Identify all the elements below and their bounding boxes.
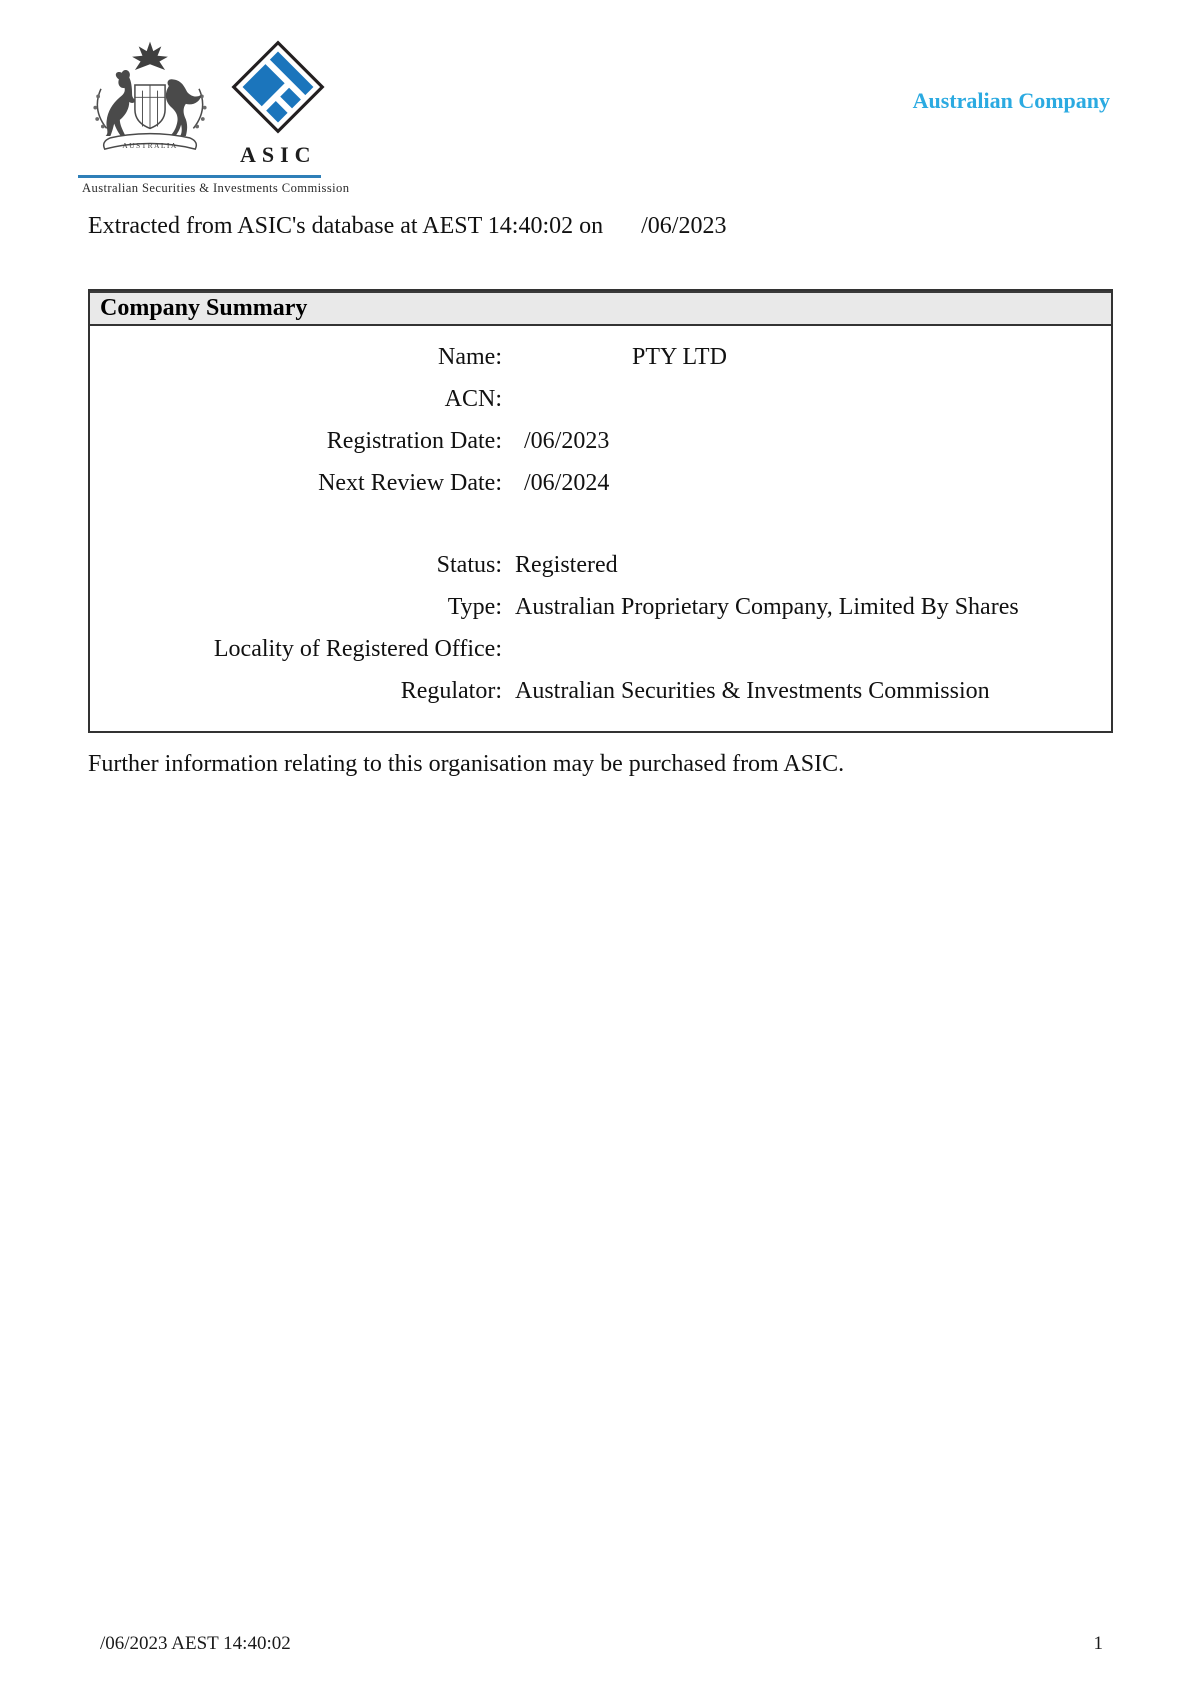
table-row-next-review-date (90, 462, 1111, 504)
row-label: Status: (436, 552, 502, 578)
row-value (502, 378, 515, 420)
coat-of-arms (84, 36, 216, 168)
table-body (90, 326, 1111, 731)
further-info-note: Further information relating to this organisation may be purchased from ASIC. (88, 751, 845, 777)
row-value: Australian Securities & Investments Commission (515, 678, 990, 704)
row-value: /06/2024 (524, 470, 610, 496)
table-row-acn (90, 378, 1111, 420)
row-label: Regulator: (400, 678, 502, 704)
row-value: Australian Proprietary Company, Limited By Shares (515, 594, 1019, 620)
footer-timestamp: /06/2023 AEST 14:40:02 (100, 1633, 291, 1654)
row-label: Registration Date: (326, 428, 502, 454)
table-row-blank (90, 524, 1111, 544)
company-summary-table (88, 289, 1113, 733)
banner-text: AUSTRALIA (122, 141, 178, 151)
table-row-type (90, 586, 1111, 628)
table-row-regulator (90, 670, 1111, 712)
row-value (502, 628, 515, 670)
row-value: /06/2023 (524, 428, 610, 454)
asic-diamond-icon (231, 40, 325, 134)
asic-full-name: Australian Securities & Investments Commission (82, 181, 350, 195)
row-label: ACN: (444, 386, 502, 412)
commonwealth-star-icon (132, 42, 168, 70)
row-value: PTY LTD (632, 344, 727, 370)
footer-page-number: 1 (1093, 1633, 1103, 1654)
table-row-status (90, 544, 1111, 586)
table-row-locality (90, 628, 1111, 670)
row-label: Type: (447, 594, 502, 620)
row-label: Locality of Registered Office: (213, 636, 502, 662)
logo-divider-rule (78, 175, 321, 178)
extract-date: /06/2023 (641, 213, 727, 239)
table-row-name (90, 336, 1111, 378)
table-row-registration-date (90, 420, 1111, 462)
document-type-heading: Australian Company (912, 88, 1110, 113)
kangaroo-icon (106, 70, 136, 136)
table-title: Company Summary (90, 291, 1111, 326)
row-label: Next Review Date: (318, 470, 502, 496)
asic-wordmark: ASIC (240, 142, 317, 167)
row-value: Registered (515, 552, 618, 578)
extract-timestamp-line (88, 213, 726, 240)
extract-prefix: Extracted from ASIC's database at AEST 14:40:02 on (88, 213, 604, 239)
row-label: Name: (438, 344, 502, 370)
table-row-blank (90, 504, 1111, 524)
